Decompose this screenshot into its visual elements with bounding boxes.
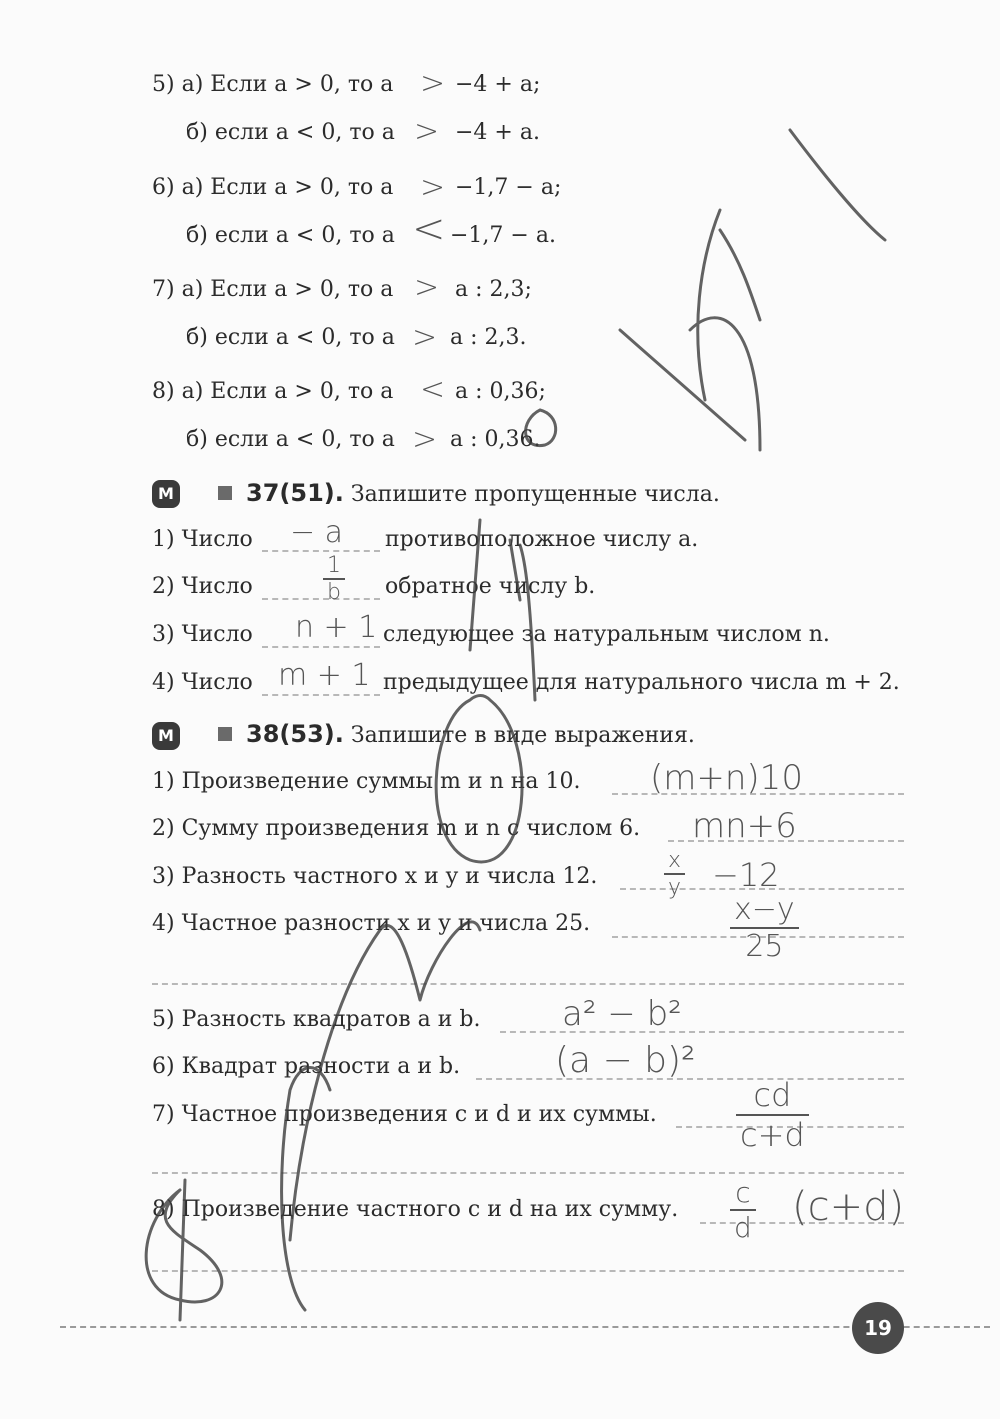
item-tail: a : 2,3;	[455, 277, 532, 302]
task38-row-7: 7) Частное произведения c и d и их суммы.	[152, 1102, 657, 1127]
answer-sign: >	[412, 422, 438, 457]
denominator: d	[734, 1211, 752, 1244]
item-6b: б) если a < 0, то a	[186, 223, 395, 248]
numerator: x−y	[730, 892, 799, 929]
item-tail: −1,7 − a;	[455, 175, 562, 200]
item-tail: a : 0,36.	[450, 427, 541, 452]
item-number: 7)	[152, 277, 175, 302]
task37-row-2-label: 2) Число	[152, 574, 253, 599]
handwritten-answer: m + 1	[278, 658, 371, 693]
item-tail: a : 2,3.	[450, 325, 527, 350]
item-5b: б) если a < 0, то a	[186, 120, 395, 145]
handwritten-answer: (m+n)10	[650, 758, 803, 798]
item-tail: a : 0,36;	[455, 379, 546, 404]
denominator: 25	[745, 929, 784, 964]
handwritten-answer: − a	[290, 515, 344, 550]
handwritten-answer: (c+d)	[792, 1184, 905, 1230]
numerator: cd	[736, 1076, 809, 1116]
item-number: 6)	[152, 175, 175, 200]
answer-sign: >	[414, 114, 440, 149]
square-marker-icon	[218, 727, 232, 741]
handwritten-fraction	[736, 1076, 809, 1154]
task38-row-6: 6) Квадрат разности a и b.	[152, 1054, 461, 1079]
answer-blank	[262, 550, 380, 552]
handwritten-answer: mn+6	[692, 806, 797, 846]
task-number: 38(53).	[246, 720, 344, 748]
denominator: y	[668, 875, 682, 900]
item-6a	[152, 173, 393, 203]
answer-sign: <	[420, 372, 446, 407]
item-8a	[152, 377, 393, 407]
handwritten-fraction	[323, 553, 345, 605]
answer-sign: >	[420, 66, 446, 101]
numerator: c	[730, 1176, 756, 1211]
task-number: 37(51).	[246, 479, 344, 507]
item-7a	[152, 275, 393, 305]
footer-rule	[60, 1326, 990, 1328]
page-number: 19	[852, 1302, 904, 1354]
square-marker-icon	[218, 486, 232, 500]
task38-row-3: 3) Разность частного x и y и числа 12.	[152, 864, 598, 889]
numerator: x	[664, 848, 685, 875]
task38-row-5: 5) Разность квадратов a и b.	[152, 1007, 481, 1032]
task37-row-1-label: 1) Число	[152, 527, 253, 552]
task37-row-3-tail: следующее за натуральным числом n.	[383, 622, 830, 647]
task-38-heading	[218, 719, 695, 751]
numerator: 1	[323, 553, 345, 580]
handwritten-fraction	[664, 848, 685, 900]
answer-line	[152, 1270, 904, 1272]
answer-line	[500, 1031, 904, 1033]
item-text: а) Если a > 0, то a	[181, 72, 394, 97]
item-5a	[152, 70, 393, 100]
handwritten-answer: −12	[712, 856, 780, 894]
answer-line	[152, 983, 904, 985]
answer-sign: >	[414, 270, 440, 305]
task37-row-3-label: 3) Число	[152, 622, 253, 647]
handwritten-answer: a² − b²	[562, 994, 682, 1034]
item-number: 8)	[152, 379, 175, 404]
item-number: 5)	[152, 72, 175, 97]
task-badge-icon: М	[152, 480, 180, 508]
task-title: Запишите пропущенные числа.	[350, 482, 720, 507]
task38-row-8: 8) Произведение частного c и d на их сумму.	[152, 1197, 679, 1222]
item-text: а) Если a > 0, то a	[181, 277, 394, 302]
answer-line	[152, 1172, 904, 1174]
item-tail: −4 + a;	[455, 72, 541, 97]
answer-sign: >	[412, 320, 438, 355]
item-7b: б) если a < 0, то a	[186, 325, 395, 350]
task37-row-1-tail: противоположное числу a.	[385, 527, 699, 552]
answer-sign: <	[412, 206, 446, 252]
item-8b: б) если a < 0, то a	[186, 427, 395, 452]
handwritten-answer: (a − b)²	[555, 1040, 696, 1081]
task38-row-4: 4) Частное разности x и y и числа 25.	[152, 911, 591, 936]
answer-blank	[262, 646, 380, 648]
task38-row-1: 1) Произведение суммы m и n на 10.	[152, 769, 581, 794]
answer-blank	[262, 694, 380, 696]
denominator: c+d	[740, 1116, 805, 1154]
task-37-heading	[218, 478, 720, 510]
handwritten-fraction	[730, 892, 799, 964]
handwritten-fraction	[730, 1176, 756, 1244]
answer-sign: >	[420, 170, 446, 205]
denominator: b	[327, 580, 341, 605]
task37-row-4-label: 4) Число	[152, 670, 253, 695]
task37-row-4-tail: предыдущее для натурального числа m + 2.	[383, 670, 900, 695]
item-text: а) Если a > 0, то a	[181, 379, 394, 404]
task-badge-icon: М	[152, 722, 180, 750]
task-title: Запишите в виде выражения.	[350, 723, 695, 748]
task38-row-2: 2) Сумму произведения m и n с числом 6.	[152, 816, 641, 841]
handwritten-answer: n + 1	[295, 610, 378, 645]
task37-row-2-tail: обратное числу b.	[385, 574, 596, 599]
item-tail: −1,7 − a.	[450, 223, 556, 248]
answer-blank	[262, 598, 380, 600]
item-tail: −4 + a.	[455, 120, 540, 145]
item-text: а) Если a > 0, то a	[181, 175, 394, 200]
